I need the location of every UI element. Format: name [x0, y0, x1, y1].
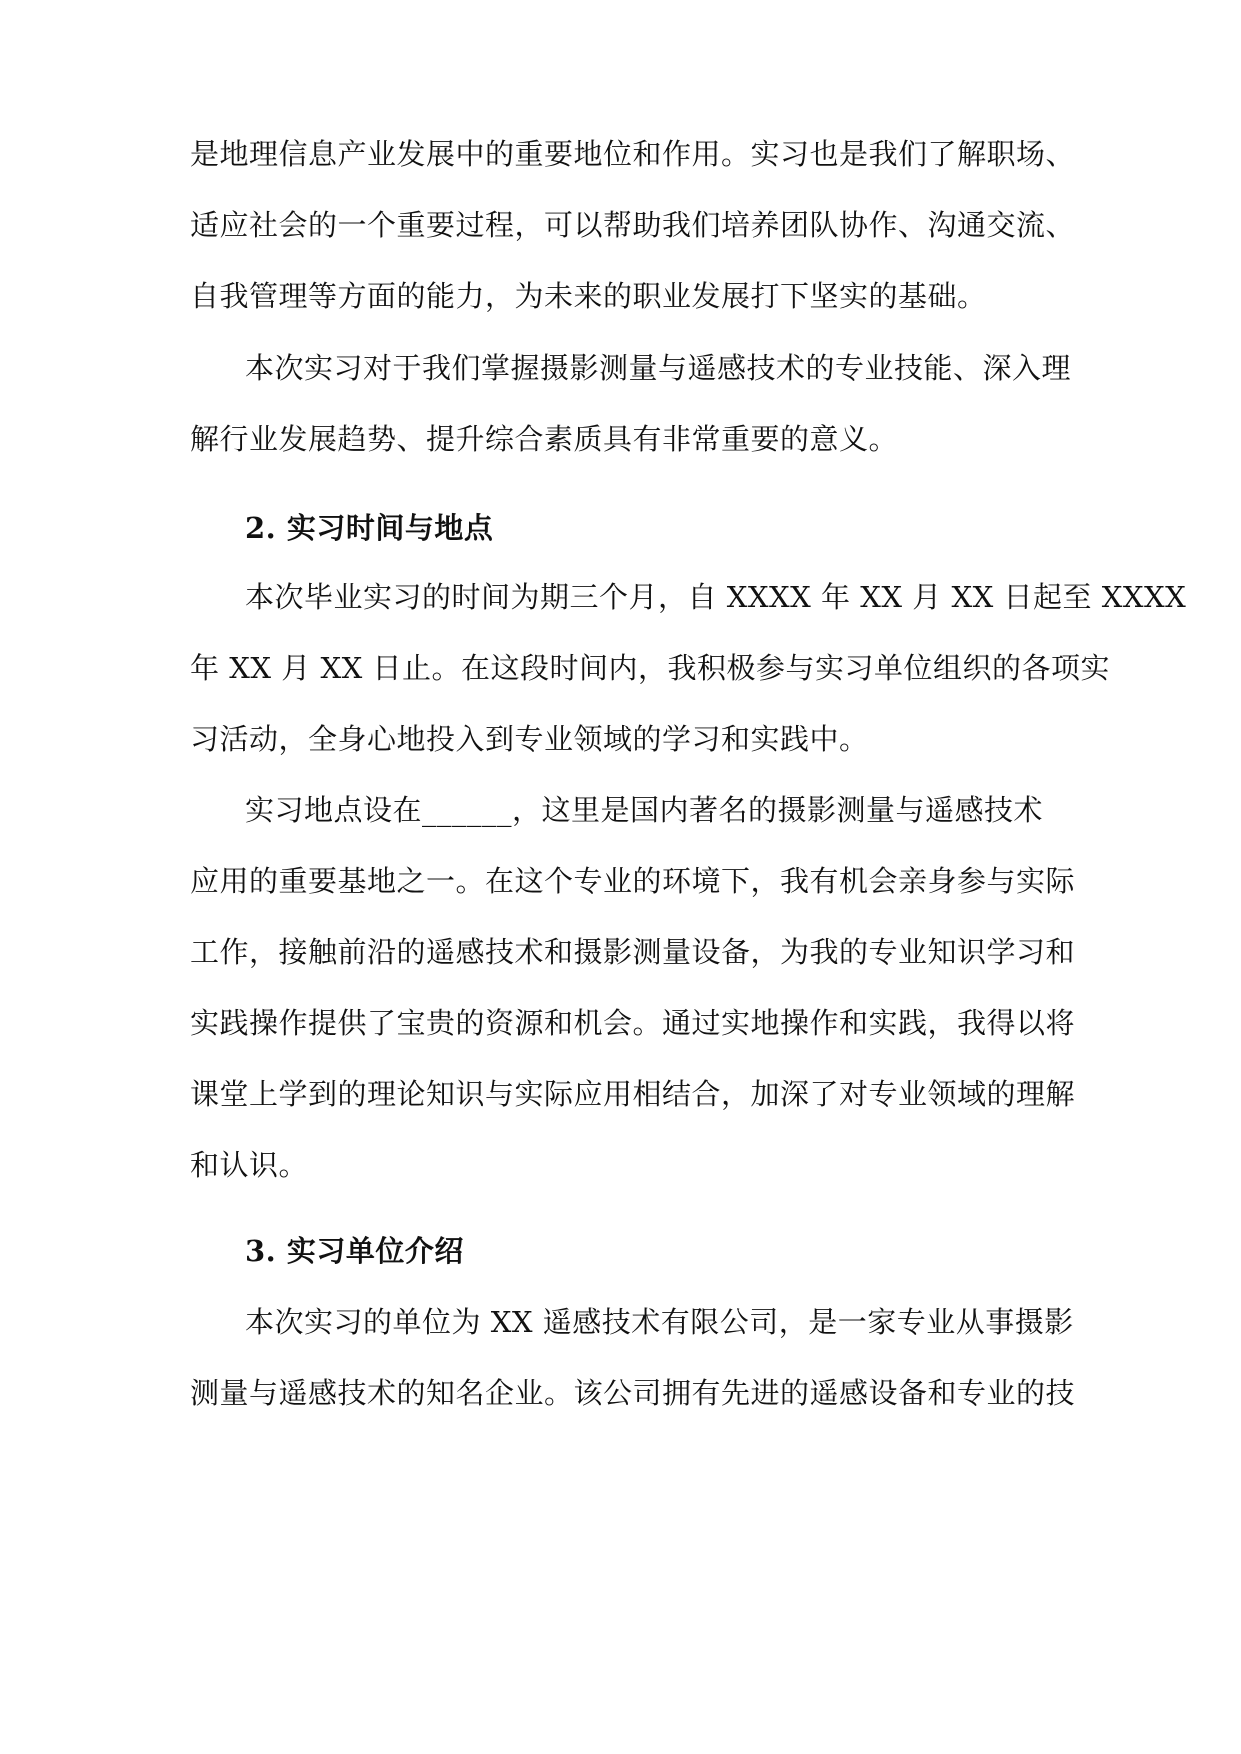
body-text-line: 实践操作提供了宝贵的资源和机会。通过实地操作和实践，我得以将 — [190, 1006, 1076, 1040]
body-text-line: 自我管理等方面的能力，为未来的职业发展打下坚实的基础。 — [190, 279, 987, 313]
body-text-line: 习活动，全身心地投入到专业领域的学习和实践中。 — [190, 722, 869, 756]
body-text-line: 测量与遥感技术的知名企业。该公司拥有先进的遥感设备和专业的技 — [190, 1376, 1076, 1410]
body-text-line: 和认识。 — [190, 1148, 309, 1182]
paragraph-first-line: 实习地点设在______，这里是国内著名的摄影测量与遥感技术 — [245, 793, 1044, 827]
body-text-line: 年 XX 月 XX 日止。在这段时间内，我积极参与实习单位组织的各项实 — [190, 651, 1110, 685]
body-text-line: 课堂上学到的理论知识与实际应用相结合，加深了对专业领域的理解 — [190, 1077, 1076, 1111]
body-text-line: 是地理信息产业发展中的重要地位和作用。实习也是我们了解职场、 — [190, 137, 1076, 171]
paragraph-first-line: 本次实习对于我们掌握摄影测量与遥感技术的专业技能、深入理 — [245, 351, 1072, 385]
paragraph-first-line: 本次实习的单位为 XX 遥感技术有限公司，是一家专业从事摄影 — [245, 1305, 1074, 1339]
body-text-line: 解行业发展趋势、提升综合素质具有非常重要的意义。 — [190, 422, 899, 456]
section-heading-2: 2. 实习时间与地点 — [245, 511, 494, 545]
body-text-line: 应用的重要基地之一。在这个专业的环境下，我有机会亲身参与实际 — [190, 864, 1076, 898]
body-text-line: 工作，接触前沿的遥感技术和摄影测量设备，为我的专业知识学习和 — [190, 935, 1076, 969]
paragraph-first-line: 本次毕业实习的时间为期三个月，自 XXXX 年 XX 月 XX 日起至 XXXX — [245, 580, 1187, 614]
section-heading-3: 3. 实习单位介绍 — [245, 1234, 464, 1268]
body-text-line: 适应社会的一个重要过程，可以帮助我们培养团队协作、沟通交流、 — [190, 208, 1076, 242]
